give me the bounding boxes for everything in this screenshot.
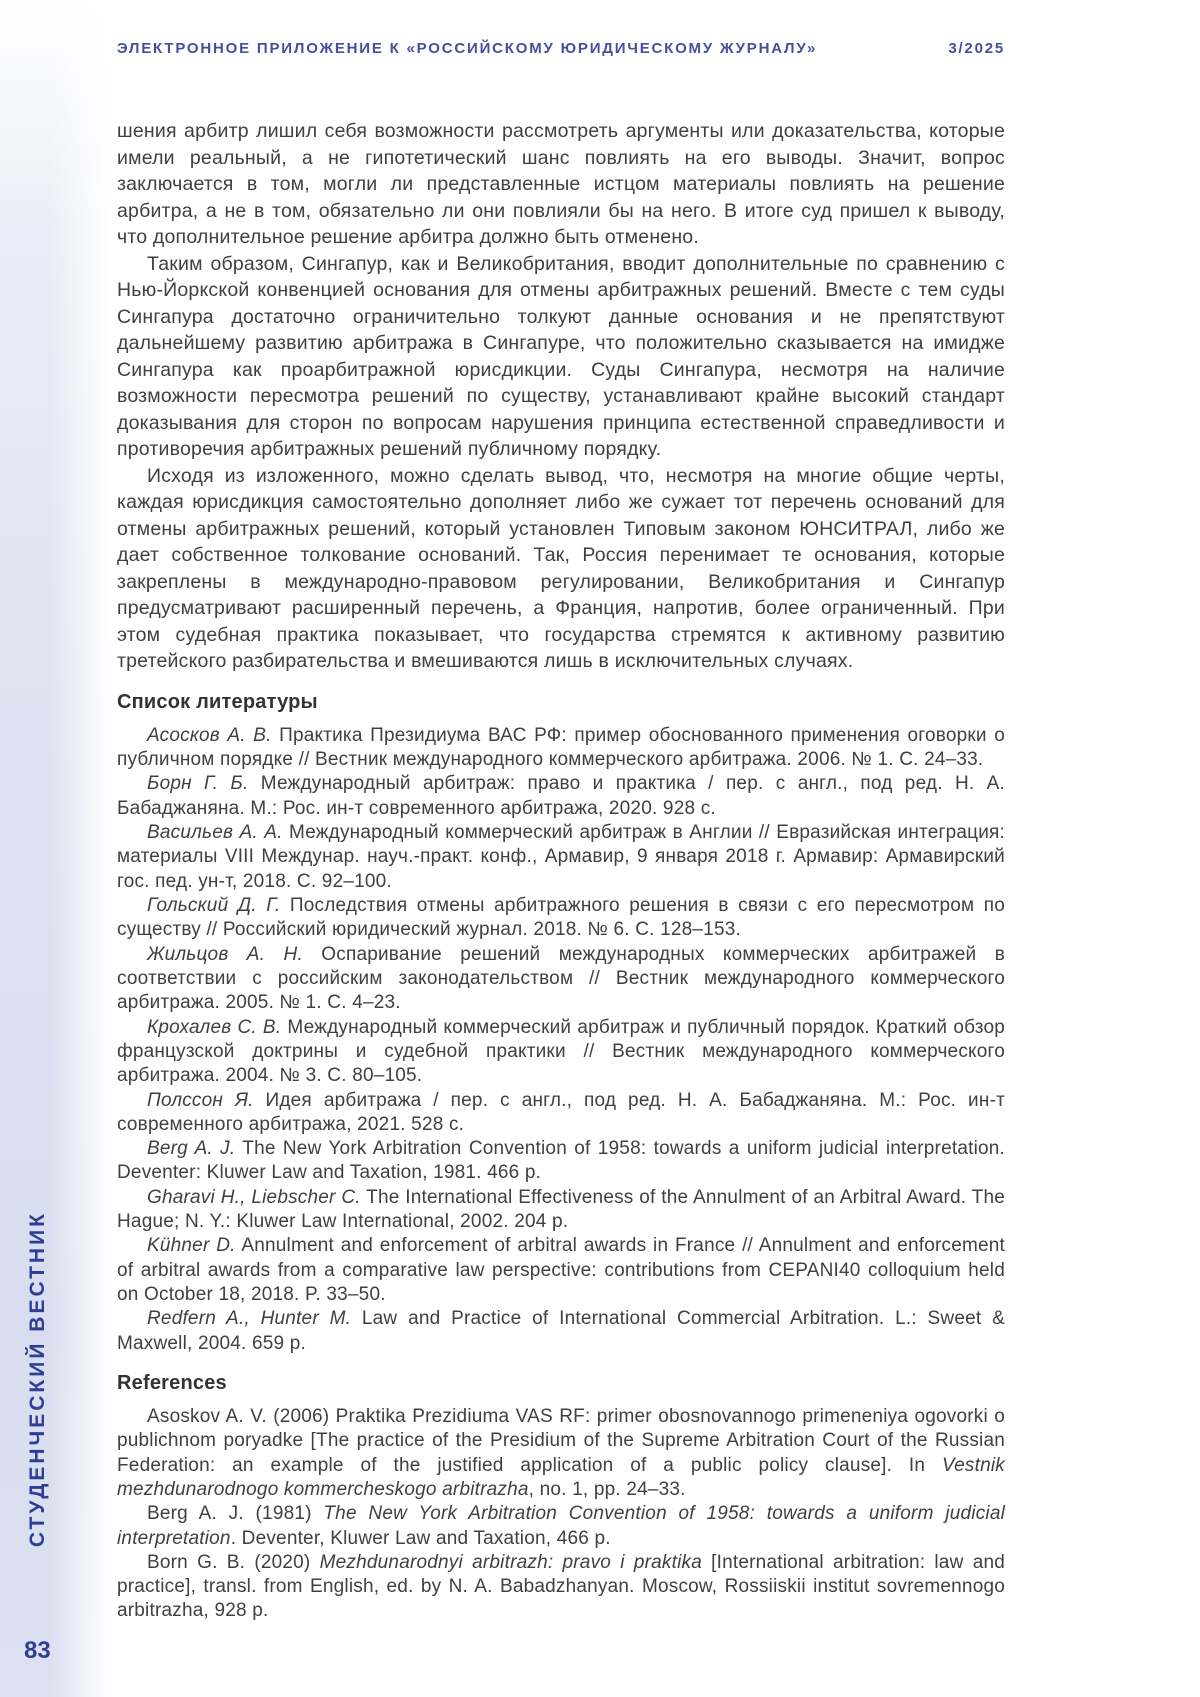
bibliography-item [117, 1137, 1005, 1186]
body-paragraph: шения арбитр лишил себя возможности рассмотреть аргументы или доказательства, которые имели реальный, а не гипотетический шанс повлиять на его выводы. Значит, вопрос заключается в том, могли ли представленные истцом материалы повлиять на решение арбитра, а не в том, обязательно ли они повлияли бы на него. В итоге суд пришел к выводу, что дополнительное решение арбитра должно быть отменено. [117, 120, 1005, 249]
running-header [117, 40, 1005, 57]
item-text: Практика Президиума ВАС РФ: пример обоснованного применения оговорки о публичном порядке // Вестник международного коммерческого арбитража. 2006. № 1. С. 24–33. [117, 724, 1005, 771]
bibliography-item [117, 1089, 1005, 1138]
bibliography-heading: Список литературы [117, 690, 318, 713]
item-text: Последствия отмены арбитражного решения в связи с его пересмотром по существу // Российский юридический журнал. 2018. № 6. С. 128–153. [117, 895, 1005, 941]
item-authors: Redfern A., Hunter M. [147, 1308, 352, 1330]
bibliography-item [117, 1016, 1005, 1089]
item-text: The New York Arbitration Convention of 1958: towards a uniform judicial interpretation. Deventer: Kluwer Law and Taxation, 1981. 466 p. [117, 1138, 1006, 1184]
article-body [117, 118, 1005, 1624]
bibliography-item [117, 1234, 1005, 1307]
item-text: . Deventer, Kluwer Law and Taxation, 466 p. [230, 1527, 611, 1549]
item-text: Annulment and enforcement of arbitral awards in France // Annulment and enforcement of arbitral awards from a comparative law perspective: contributions from CEPANI40 colloquium held on October 18, 2018. P. 33–50. [117, 1235, 1005, 1306]
item-title: The New York Arbitration Convention of 1958: towards a uniform judicial interpretation [117, 1503, 1006, 1549]
item-authors: Berg A. J. [147, 1138, 236, 1160]
sidebar [0, 0, 110, 1697]
bibliography-item [117, 943, 1005, 1016]
reference-item [117, 1405, 1005, 1502]
item-text: Международный арбитраж: право и практика / пер. с англ., под ред. Н. А. Бабаджаняна. М.: Рос. ин-т современного арбитража, 2020. 928 с. [117, 773, 1006, 819]
item-authors: Борн Г. Б. [147, 773, 249, 795]
item-authors: Полссон Я. [147, 1089, 254, 1111]
item-text: , no. 1, pp. 24–33. [528, 1478, 686, 1500]
reference-item [117, 1502, 1005, 1551]
item-text: Международный коммерческий арбитраж в Англии // Евразийская интеграция: материалы VIII Междунар. науч.-практ. конф., Армавир, 9 января 2018 г. Армавир: Армавирский гос. пед. ун-т, 2018. С. 92–100. [117, 822, 1006, 892]
bibliography-item [117, 772, 1005, 821]
item-authors: Kühner D. [147, 1235, 236, 1257]
item-text: Berg A. J. (1981) [147, 1503, 324, 1525]
item-text: Law and Practice of International Commercial Arbitration. L.: Sweet & Maxwell, 2004. 659 p. [117, 1308, 1005, 1354]
bibliography-item [117, 1307, 1005, 1356]
item-text: [International arbitration: law and practice], transl. from English, ed. by N. A. Babadzhanyan. Moscow, Rossiiskii institut sovremennogo arbitrazha, 928 p. [117, 1551, 1005, 1622]
body-paragraph: Исходя из изложенного, можно сделать вывод, что, несмотря на многие общие черты, каждая юрисдикция самостоятельно дополняет либо же сужает тот перечень оснований для отмены арбитражных решений, который установлен Типовым законом ЮНСИТРАЛ, либо же дает собственное толкование оснований. Так, Россия перенимает те основания, которые закреплены в международно-правовом регулировании, Великобритания и Сингапур предусматривают расширенный перечень, а Франция, напротив, более ограниченный. При этом судебная практика показывает, что государства стремятся к активному развитию третейского разбирательства и вмешиваются лишь в исключительных случаях. [117, 464, 1005, 673]
item-text: Международный коммерческий арбитраж и публичный порядок. Краткий обзор французской доктрины и судебной практики // Вестник международного коммерческого арбитража. 2004. № 3. С. 80–105. [117, 1016, 1005, 1087]
journal-title: ЭЛЕКТРОННОЕ ПРИЛОЖЕНИЕ К «РОССИЙСКОМУ ЮРИДИЧЕСКОМУ ЖУРНАЛУ» [117, 40, 818, 57]
issue-number: 3/2025 [948, 40, 1005, 57]
item-authors: Жильцов А. Н. [147, 943, 303, 965]
item-authors: Gharavi H., Liebscher C. [147, 1186, 361, 1208]
item-title: Mezhdunarodnyi arbitrazh: pravo i praktika [319, 1551, 702, 1573]
body-paragraph: Таким образом, Сингапур, как и Великобритания, вводит дополнительные по сравнению с Нью-Йоркской конвенцией основания для отмены арбитражных решений. Вместе с тем суды Сингапура достаточно ограничительно толкуют данные основания и не препятствуют дальнейшему развитию арбитража в Сингапуре, что положительно сказывается на имидже Сингапура как проарбитражной юрисдикции. Суды Сингапура, несмотря на наличие возможности пересмотра решений по существу, устанавливают крайне высокий стандарт доказывания для сторон по вопросам нарушения принципа естественной справедливости и противоречия арбитражных решений публичному порядку. [117, 252, 1005, 461]
item-text: The International Effectiveness of the Annulment of an Arbitral Award. The Hague; N. Y.: Kluwer Law International, 2002. 204 p. [117, 1186, 1006, 1233]
page-number: 83 [24, 1637, 51, 1664]
item-text: Оспаривание решений международных коммерческих арбитражей в соответствии с российским законодательством // Вестник международного коммерческого арбитража. 2005. № 1. С. 4–23. [117, 943, 1005, 1014]
bibliography-item [117, 894, 1005, 943]
item-text: Идея арбитража / пер. с англ., под ред. Н. А. Бабаджаняна. М.: Рос. ин-т современного арбитража, 2021. 528 с. [117, 1089, 1005, 1135]
bibliography-item [117, 724, 1005, 773]
item-title: Vestnik mezhdunarodnogo kommercheskogo arbitrazha [117, 1454, 1005, 1500]
bibliography-item [117, 1186, 1005, 1235]
reference-item [117, 1551, 1005, 1624]
bibliography-item [117, 821, 1005, 894]
item-text: Born G. B. (2020) [147, 1551, 320, 1573]
section-label: СТУДЕНЧЕСКИЙ ВЕСТНИК [26, 1210, 49, 1547]
item-authors: Васильев А. А. [147, 822, 283, 844]
references-heading: References [117, 1371, 227, 1394]
item-authors: Гольский Д. Г. [147, 895, 281, 917]
item-authors: Асосков А. В. [147, 724, 272, 746]
item-authors: Крохалев С. В. [147, 1016, 282, 1038]
item-text: Asoskov A. V. (2006) Praktika Prezidiuma VAS RF: primer obosnovannogo primeneniya ogovorki o publichnom poryadke [The practice of the Presidium of the Supreme Arbitration Court of the Russian Federation: an example of the justified application of a public policy clause]. In [117, 1405, 1005, 1476]
